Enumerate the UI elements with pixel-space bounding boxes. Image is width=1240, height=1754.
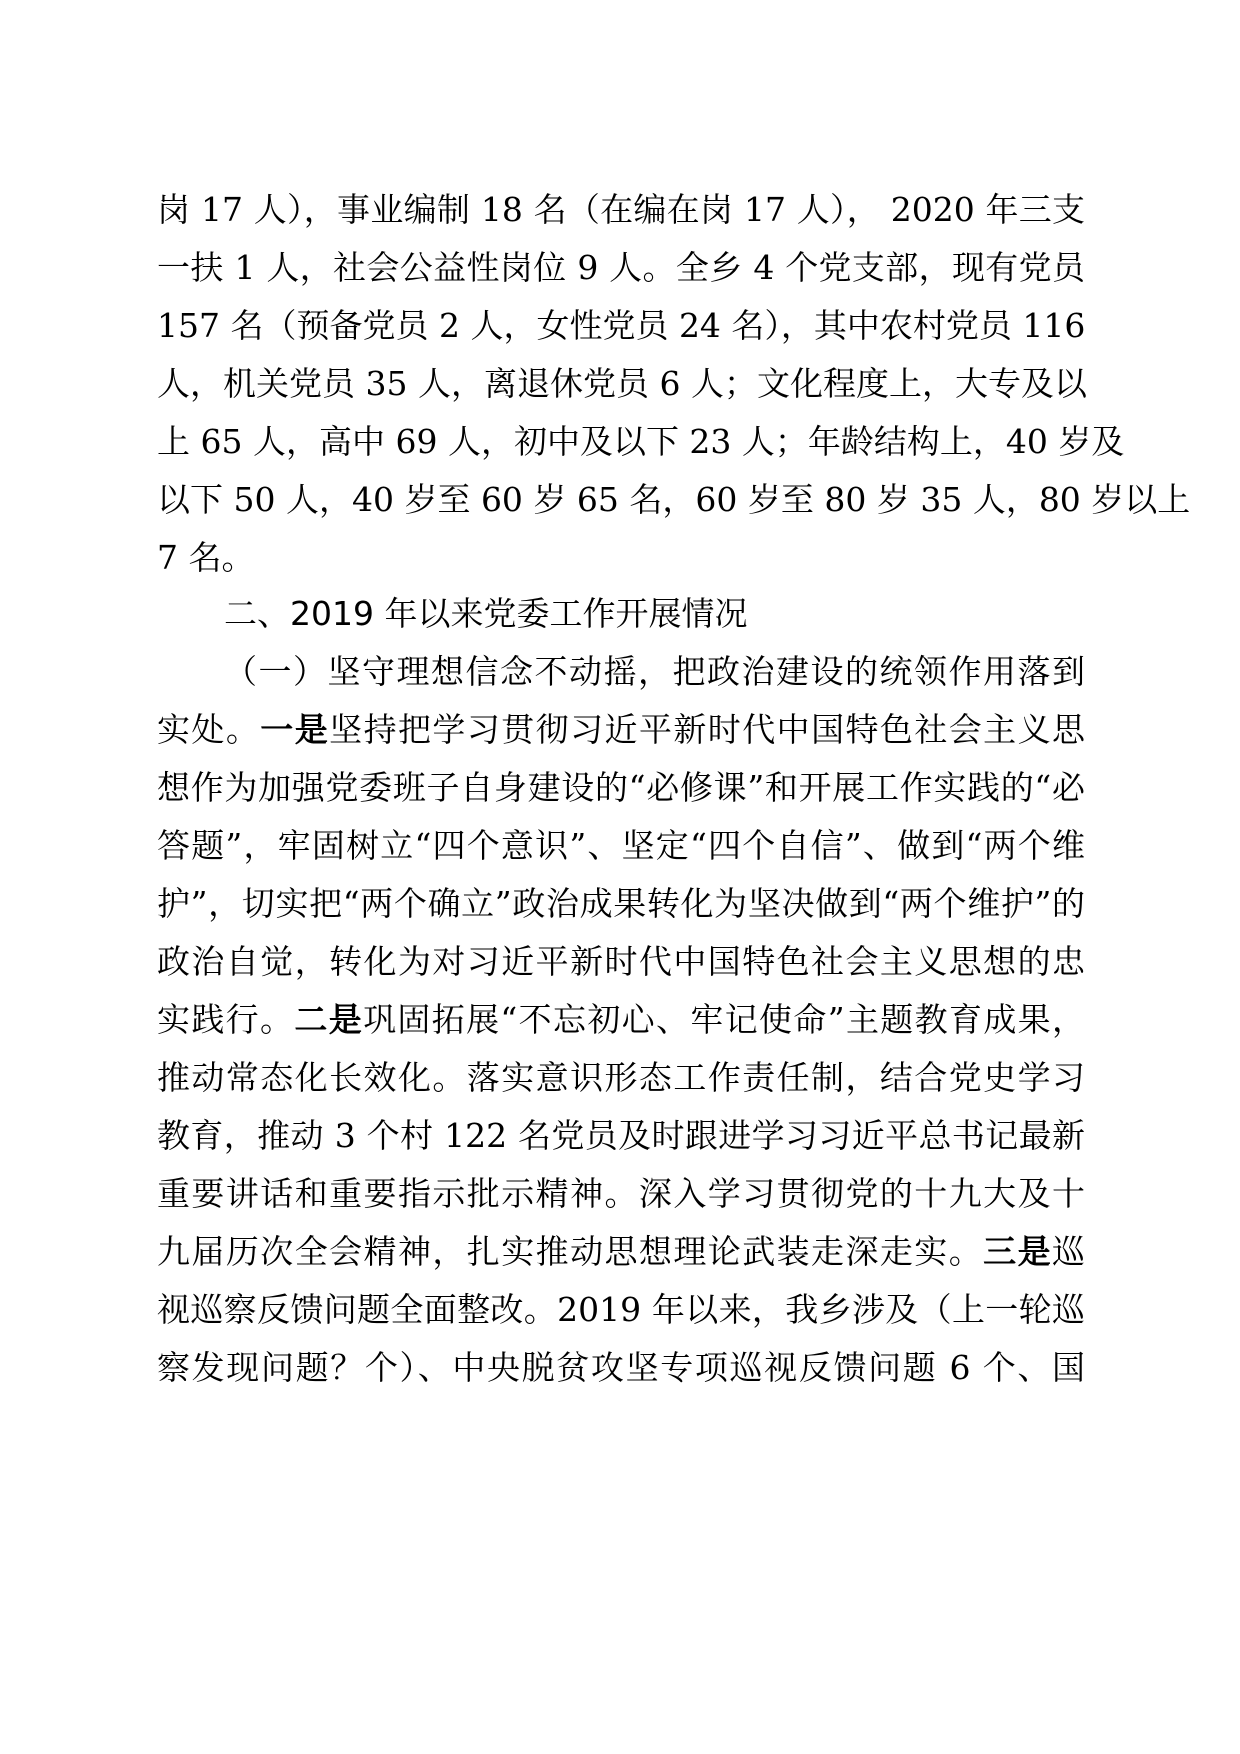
paragraph-line <box>157 992 1085 1048</box>
paragraph-text: 巩固拓展“不忘初心、牢记使命”主题教育成果， <box>363 1000 1085 1039</box>
paragraph-line <box>157 1224 1085 1280</box>
paragraph-text: 实处。 <box>157 710 261 749</box>
paragraph-line: 察发现问题？个）、中央脱贫攻坚专项巡视反馈问题 6 个、国 <box>157 1348 1085 1387</box>
paragraph-line: 视巡察反馈问题全面整改。2019 年以来，我乡涉及（上一轮巡 <box>157 1290 1085 1329</box>
paragraph-line: 以下 50 人，40 岁至 60 岁 65 名，60 岁至 80 岁 35 人，80 岁以上 <box>157 480 1191 519</box>
paragraph-line: 上 65 人，高中 69 人，初中及以下 23 人；年龄结构上，40 岁及 <box>157 422 1125 461</box>
paragraph-line: 岗 17 人），事业编制 18 名（在编在岗 17 人）， 2020 年三支 <box>157 190 1085 229</box>
paragraph-line: 推动常态化长效化。落实意识形态工作责任制，结合党史学习 <box>157 1058 1085 1097</box>
paragraph-text: 九届历次全会精神，扎实推动思想理论武装走深走实。 <box>157 1232 984 1271</box>
paragraph-line: 教育，推动 3 个村 122 名党员及时跟进学习习近平总书记最新 <box>157 1116 1085 1155</box>
paragraph-text: 实践行。 <box>157 1000 295 1039</box>
paragraph-line: 157 名（预备党员 2 人，女性党员 24 名），其中农村党员 116 <box>157 306 1086 345</box>
paragraph-line <box>157 702 1085 758</box>
emphasis-label: 三是 <box>983 1232 1053 1271</box>
paragraph-text: 坚持把学习贯彻习近平新时代中国特色社会主义思 <box>329 710 1086 749</box>
emphasis-label: 二是 <box>294 1000 364 1039</box>
emphasis-label: 一是 <box>260 710 330 749</box>
paragraph-line: （一）坚守理想信念不动摇，把政治建设的统领作用落到 <box>224 652 1085 691</box>
paragraph-line: 答题”，牢固树立“四个意识”、坚定“四个自信”、做到“两个维 <box>157 826 1085 865</box>
paragraph-line: 一扶 1 人，社会公益性岗位 9 人。全乡 4 个党支部，现有党员 <box>157 248 1085 287</box>
section-heading: 二、2019 年以来党委工作开展情况 <box>224 594 748 633</box>
paragraph-line: 重要讲话和重要指示批示精神。深入学习贯彻党的十九大及十 <box>157 1174 1085 1213</box>
paragraph-line: 政治自觉，转化为对习近平新时代中国特色社会主义思想的忠 <box>157 942 1085 981</box>
paragraph-line: 人，机关党员 35 人，离退休党员 6 人；文化程度上，大专及以 <box>157 364 1087 403</box>
paragraph-line: 7 名。 <box>157 538 255 577</box>
paragraph-line: 护”，切实把“两个确立”政治成果转化为坚决做到“两个维护”的 <box>157 884 1085 923</box>
paragraph-line: 想作为加强党委班子自身建设的“必修课”和开展工作实践的“必 <box>157 768 1085 807</box>
paragraph-text: 巡 <box>1052 1232 1086 1271</box>
